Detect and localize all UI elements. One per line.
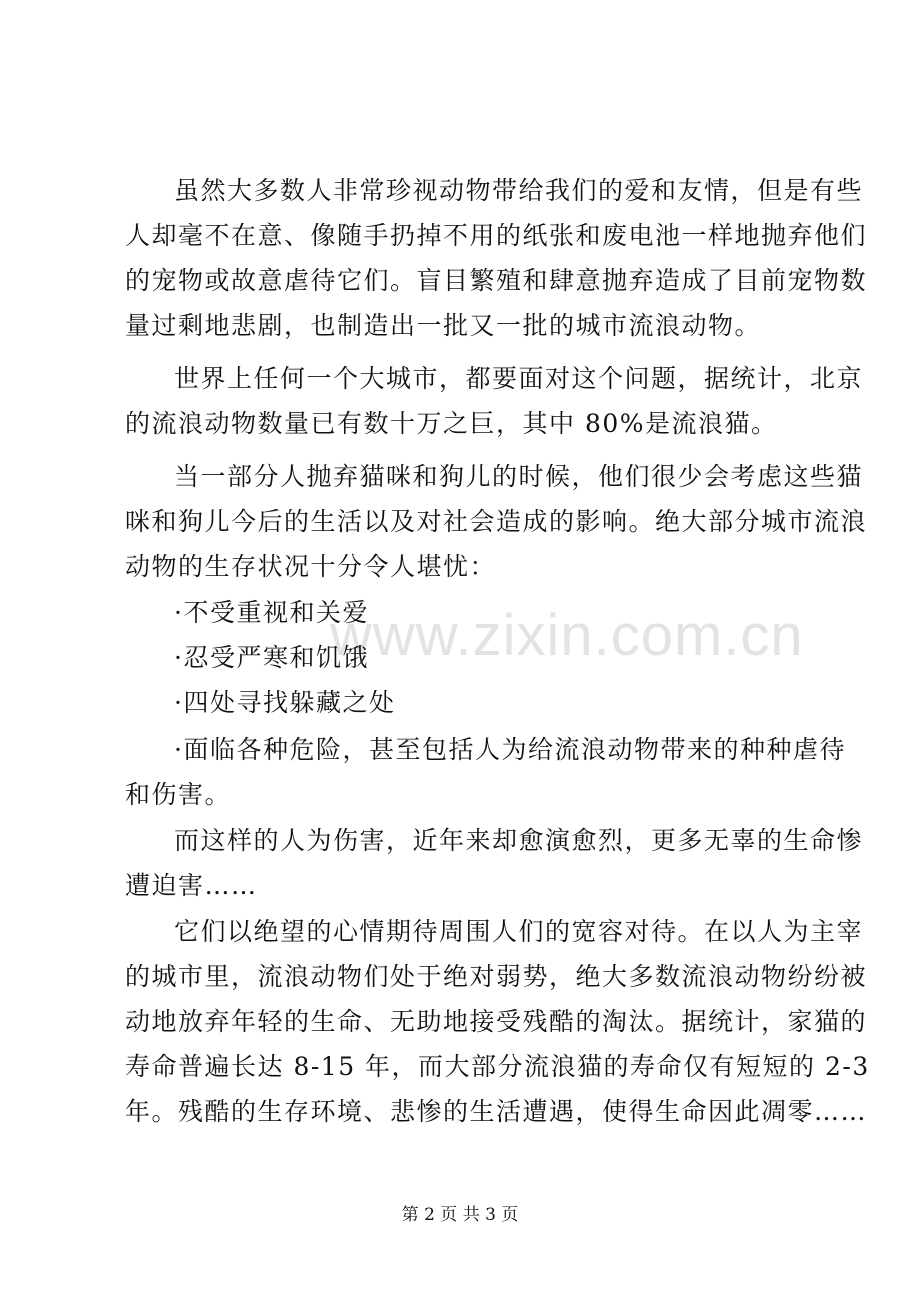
paragraph-line: 而这样的人为伤害，近年来却愈演愈烈，更多无辜的生命惨: [174, 826, 864, 855]
paragraph-line: 的宠物或故意虐待它们。盲目繁殖和肆意抛弃造成了目前宠物数: [125, 266, 868, 295]
watermark: www.zixin.com.cn: [330, 603, 804, 668]
list-item: ·忍受严寒和饥饿: [174, 643, 369, 672]
list-item: ·四处寻找躲藏之处: [174, 688, 396, 717]
paragraph-line: 的城市里，流浪动物们处于绝对弱势，绝大多数流浪动物纷纷被: [125, 962, 868, 991]
paragraph-line: 的流浪动物数量已有数十万之巨，其中 80%是流浪猫。: [125, 409, 778, 438]
paragraph-line: 人却毫不在意、像随手扔掉不用的纸张和废电池一样地抛弃他们: [125, 221, 868, 250]
paragraph-line: 年。残酷的生存环境、悲惨的生活遭遇，使得生命因此凋零……: [125, 1097, 868, 1126]
paragraph-line: 咪和狗儿今后的生活以及对社会造成的影响。绝大部分城市流浪: [125, 507, 868, 536]
list-item: ·面临各种危险，甚至包括人为给流浪动物带来的种种虐待: [174, 735, 846, 764]
list-item-continuation: 和伤害。: [125, 780, 232, 809]
page-footer: 第 2 页 共 3 页: [401, 1205, 519, 1225]
list-item: ·不受重视和关爱: [174, 598, 369, 627]
paragraph-line: 它们以绝望的心情期待周围人们的宽容对待。在以人为主宰: [174, 917, 864, 946]
paragraph-line: 动物的生存状况十分令人堪忧：: [125, 552, 497, 581]
paragraph-line: 虽然大多数人非常珍视动物带给我们的爱和友情，但是有些: [174, 176, 864, 205]
paragraph-line: 动地放弃年轻的生命、无助地接受残酷的淘汰。据统计，家猫的: [125, 1007, 868, 1036]
paragraph-line: 寿命普遍长达 8-15 年，而大部分流浪猫的寿命仅有短短的 2-3: [125, 1052, 870, 1081]
paragraph-line: 量过剩地悲剧，也制造出一批又一批的城市流浪动物。: [125, 311, 762, 340]
paragraph-line: 当一部分人抛弃猫咪和狗儿的时候，他们很少会考虑这些猫: [174, 462, 864, 491]
paragraph-line: 世界上任何一个大城市，都要面对这个问题，据统计，北京: [174, 364, 864, 393]
paragraph-line: 遭迫害……: [125, 871, 258, 900]
